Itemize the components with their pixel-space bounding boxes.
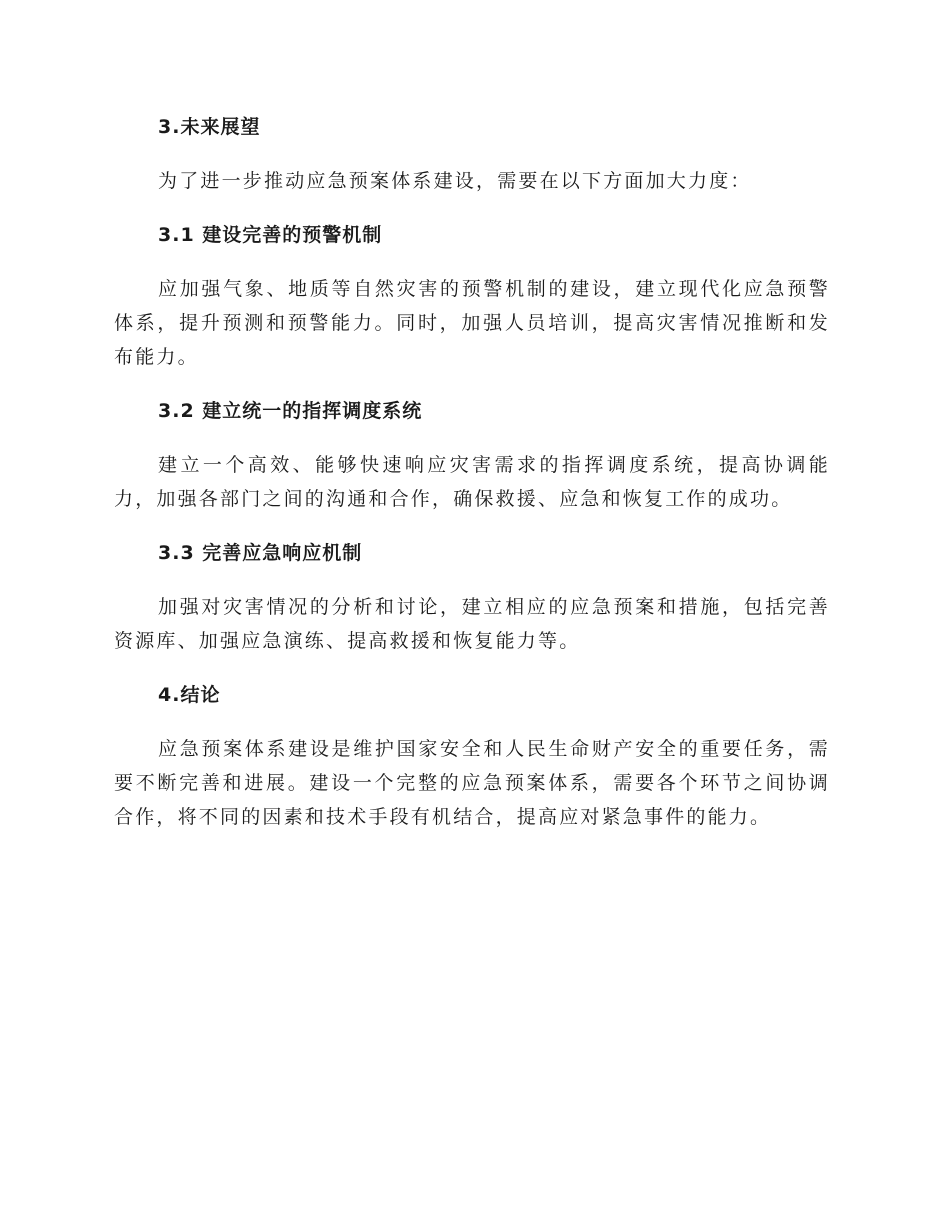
section-heading: 3.3 完善应急响应机制	[158, 542, 363, 564]
section-paragraph: 为了进一步推动应急预案体系建设，需要在以下方面加大力度：	[158, 170, 752, 192]
section-command-system	[114, 394, 830, 536]
section-paragraph: 加强对灾害情况的分析和讨论，建立相应的应急预案和措施，包括完善资源库、加强应急演练、提高救援和恢复能力等。	[114, 596, 830, 652]
section-paragraph: 应加强气象、地质等自然灾害的预警机制的建设，建立现代化应急预警体系，提升预测和预警能力。同时，加强人员培训，提高灾害情况推断和发布能力。	[114, 278, 830, 368]
section-heading: 4.结论	[158, 684, 221, 706]
section-warning-mechanism	[114, 218, 830, 394]
section-paragraph: 建立一个高效、能够快速响应灾害需求的指挥调度系统，提高协调能力，加强各部门之间的沟通和合作，确保救援、应急和恢复工作的成功。	[114, 454, 830, 510]
section-response-mechanism	[114, 536, 830, 678]
section-heading: 3.1 建设完善的预警机制	[158, 224, 383, 246]
section-heading: 3.未来展望	[158, 116, 261, 138]
section-paragraph: 应急预案体系建设是维护国家安全和人民生命财产安全的重要任务，需要不断完善和进展。建设一个完整的应急预案体系，需要各个环节之间协调合作，将不同的因素和技术手段有机结合，提高应对紧急事件的能力。	[114, 738, 830, 828]
section-heading: 3.2 建立统一的指挥调度系统	[158, 400, 423, 422]
section-outlook	[114, 110, 830, 218]
section-conclusion	[114, 678, 830, 834]
document-body	[114, 110, 830, 834]
